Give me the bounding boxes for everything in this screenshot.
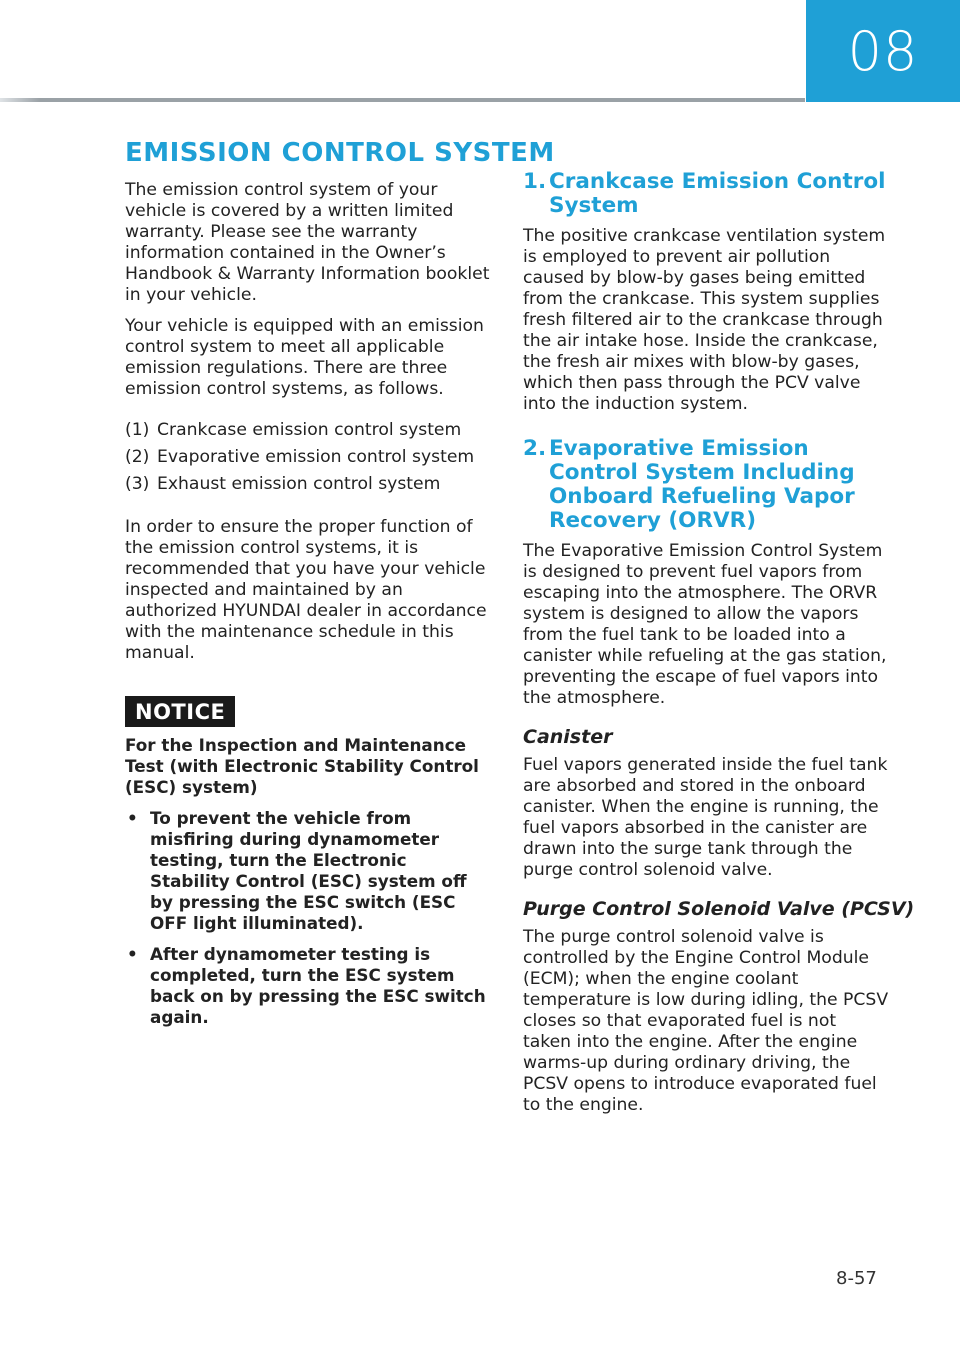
- notice-badge: NOTICE: [125, 696, 235, 727]
- bullet-icon: •: [127, 808, 138, 828]
- list-item: [125, 808, 490, 934]
- list-item: [125, 474, 490, 495]
- page-number: 8-57: [836, 1268, 877, 1289]
- canister-body: Fuel vapors generated inside the fuel tank are absorbed and stored in the onboard canister. When the engine is running, the fuel vapors absorbed in the canister are drawn into the surge tank through the purge control solenoid valve.: [523, 755, 888, 880]
- list-item-label: Evaporative emission control system: [157, 447, 475, 467]
- list-item-number: (3): [125, 474, 150, 494]
- bullet-text: After dynamometer testing is completed, turn the ESC system back on by pressing the ESC switch again.: [150, 944, 486, 1027]
- bullet-icon: •: [127, 944, 138, 964]
- list-item-number: (1): [125, 420, 150, 440]
- systems-list: [125, 420, 490, 495]
- notice-lead: For the Inspection and Maintenance Test (with Electronic Stability Control (ESC) system): [125, 735, 479, 797]
- section-title: EMISSION CONTROL SYSTEM: [125, 138, 555, 168]
- list-item: [125, 420, 490, 441]
- intro-paragraph: Your vehicle is equipped with an emission control system to meet all applicable emission regulations. There are three emission control systems, as follows.: [125, 316, 484, 399]
- heading-number: 1.: [523, 169, 547, 194]
- chapter-number: 08: [847, 19, 919, 83]
- section-body: The Evaporative Emission Control System is designed to prevent fuel vapors from escaping into the atmosphere. The ORVR system is designed to allow the vapors from the fuel tank to be loaded into a canister while refueling at the gas station, preventing the escape of fuel vapors into the atmosphere.: [523, 541, 887, 708]
- list-item-label: Exhaust emission control system: [157, 474, 441, 494]
- header-divider: [0, 98, 805, 102]
- notice-bullets: [125, 808, 490, 1028]
- list-item: [125, 944, 490, 1028]
- pcsv-heading: Purge Control Solenoid Valve (PCSV): [523, 898, 915, 920]
- bullet-text: To prevent the vehicle from misfiring during dynamometer testing, turn the Electronic Stability Control (ESC) system off by pressing the ESC switch (ESC OFF light illuminated).: [150, 808, 467, 933]
- heading-number: 2.: [523, 436, 547, 461]
- list-item-number: (2): [125, 447, 150, 467]
- subsection-heading: [523, 170, 889, 218]
- subsection-heading: [523, 437, 889, 533]
- pcsv-body: The purge control solenoid valve is controlled by the Engine Control Module (ECM); when the engine coolant temperature is low during idling, the PCSV closes so that evaporated fuel is not taken into the engine. After the engine warms-up during ordinary driving, the PCSV opens to introduce evaporated fuel to the engine.: [523, 927, 889, 1115]
- heading-text: Evaporative Emission Control System Including Onboard Refueling Vapor Recovery (ORVR): [549, 436, 855, 533]
- list-item: [125, 447, 490, 468]
- canister-heading: Canister: [523, 726, 613, 748]
- closing-paragraph: In order to ensure the proper function of the emission control systems, it is recommended that you have your vehicle inspected and maintained by an authorized HYUNDAI dealer in accordance with the maintenance schedule in this manual.: [125, 517, 487, 663]
- right-column: [523, 169, 915, 1126]
- left-column: [125, 138, 555, 1038]
- chapter-tab: [806, 0, 960, 102]
- section-body: The positive crankcase ventilation system is employed to prevent air pollution caused by blow-by gases being emitted from the crankcase. This system supplies fresh filtered air to the crankcase through the air intake hose. Inside the crankcase, the fresh air mixes with blow-by gases, which then pass through the PCV valve into the induction system.: [523, 226, 886, 414]
- list-item-label: Crankcase emission control system: [157, 420, 462, 440]
- intro-paragraph: The emission control system of your vehicle is covered by a written limited warranty. Please see the warranty information contained in the Owner’s Handbook & Warranty Information booklet in your vehicle.: [125, 180, 490, 305]
- heading-text: Crankcase Emission Control System: [549, 169, 886, 218]
